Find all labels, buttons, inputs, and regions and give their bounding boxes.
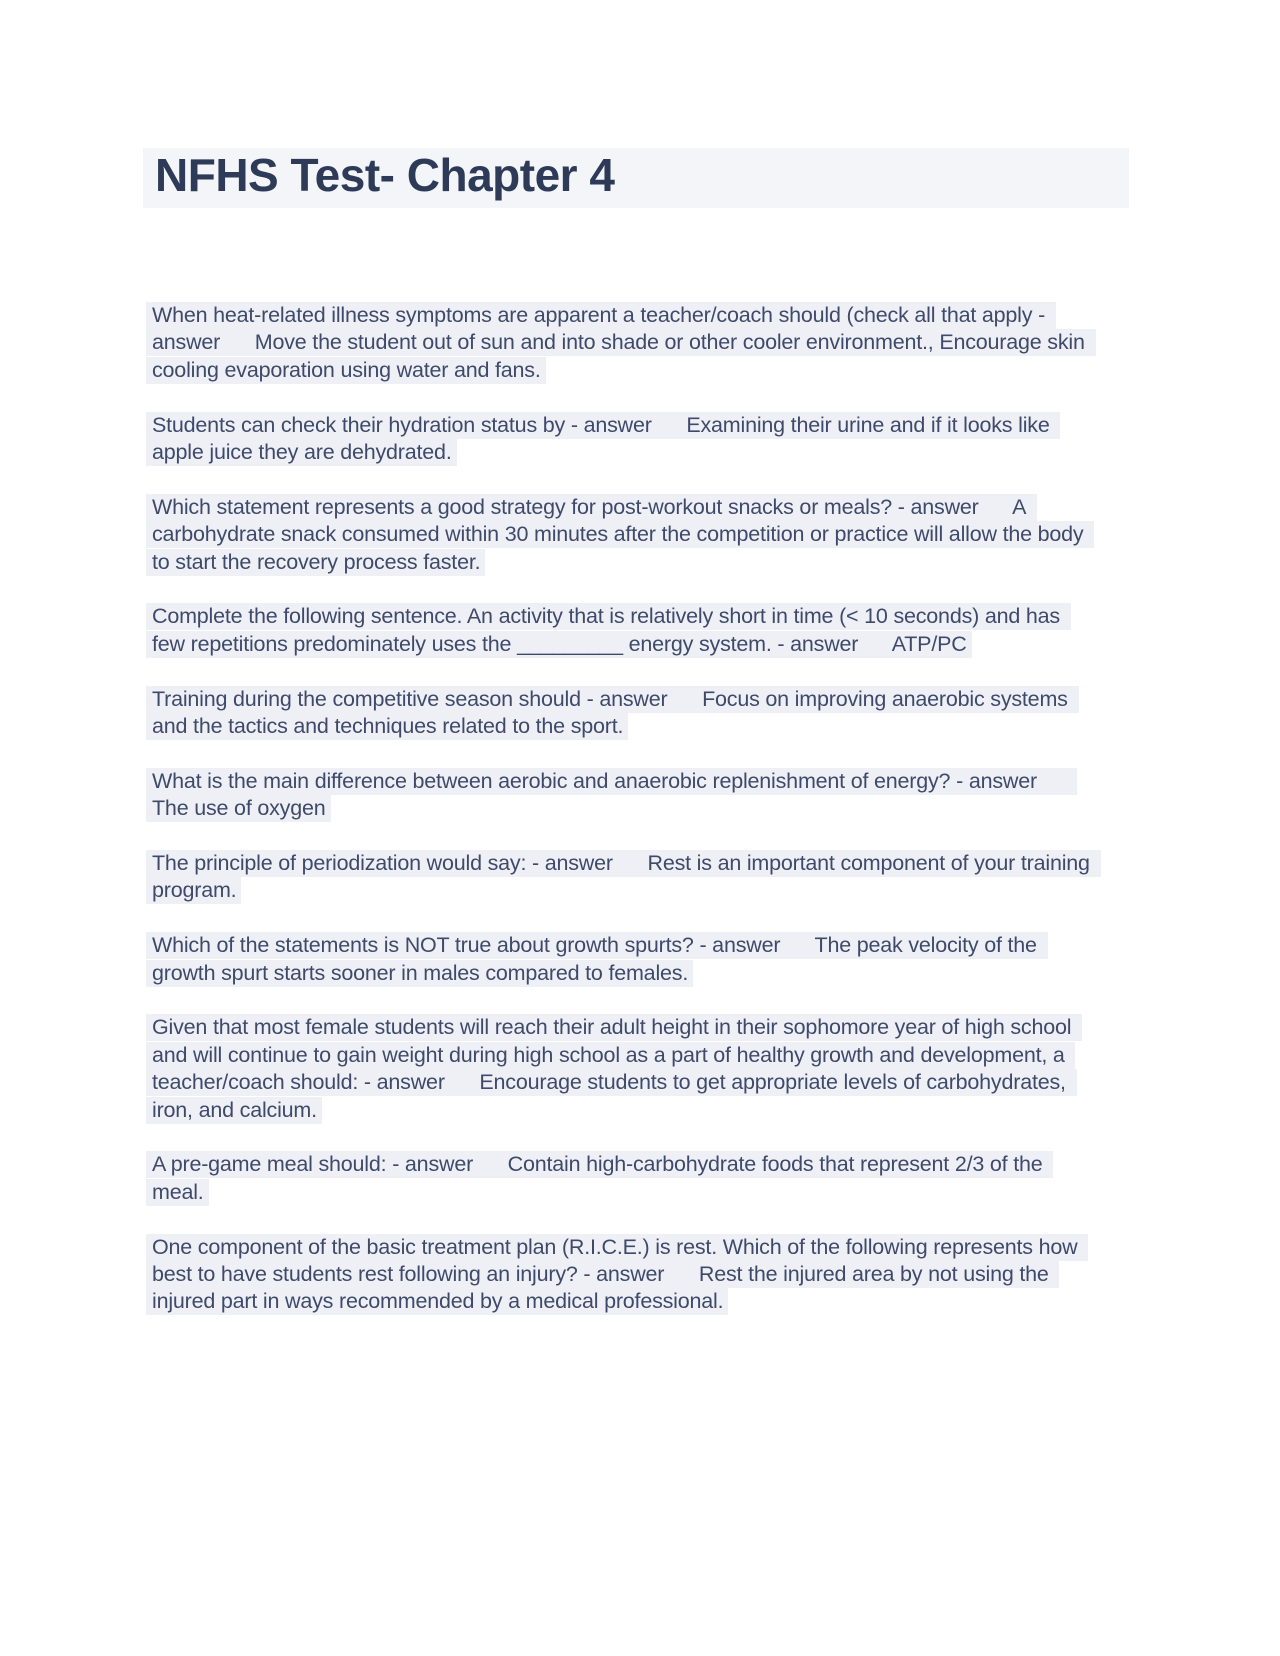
highlighted-text: Complete the following sentence. An activity that is relatively short in time (< 10 seconds) and has few repetitions predominately uses the _________ energy system. - answer ATP/PC bbox=[146, 603, 1071, 657]
qa-paragraph bbox=[146, 603, 1090, 658]
qa-paragraph bbox=[146, 494, 1090, 576]
qa-paragraph bbox=[146, 1234, 1090, 1316]
highlighted-text: Students can check their hydration status by - answer Examining their urine and if it looks like apple juice they are dehydrated. bbox=[146, 412, 1060, 466]
highlighted-text: When heat-related illness symptoms are apparent a teacher/coach should (check all that apply - answer Move the student out of sun and into shade or other cooler environment., Encourage skin cooling evaporation using water and fans. bbox=[146, 302, 1096, 384]
qa-paragraph bbox=[146, 412, 1090, 467]
qa-paragraph bbox=[146, 768, 1090, 823]
highlighted-text: Which of the statements is NOT true about growth spurts? - answer The peak velocity of the growth spurt starts sooner in males compared to females. bbox=[146, 932, 1048, 986]
qa-paragraph bbox=[146, 1014, 1090, 1124]
highlighted-text: Which statement represents a good strategy for post-workout snacks or meals? - answer A carbohydrate snack consumed within 30 minutes after the competition or practice will allow the body to start the recovery process faster. bbox=[146, 494, 1094, 576]
highlighted-text: Training during the competitive season should - answer Focus on improving anaerobic systems and the tactics and techniques related to the sport. bbox=[146, 686, 1079, 740]
highlighted-text: What is the main difference between aerobic and anaerobic replenishment of energy? - answer The use of oxygen bbox=[146, 768, 1077, 822]
highlighted-text: Given that most female students will reach their adult height in their sophomore year of high school and will continue to gain weight during high school as a part of healthy growth and development, a teacher/coach should: - answer Encourage students to get appropriate levels of carbohydrates, iron, and calcium. bbox=[146, 1014, 1082, 1123]
qa-paragraph bbox=[146, 850, 1096, 905]
qa-paragraph bbox=[146, 302, 1090, 384]
page-title: NFHS Test- Chapter 4 bbox=[155, 149, 615, 201]
qa-paragraph-list bbox=[146, 302, 1096, 1316]
highlighted-text: A pre-game meal should: - answer Contain high-carbohydrate foods that represent 2/3 of the meal. bbox=[146, 1151, 1053, 1205]
highlighted-text: One component of the basic treatment plan (R.I.C.E.) is rest. Which of the following represents how best to have students rest following an injury? - answer Rest the injured area by not using the injured part in ways recommended by a medical professional. bbox=[146, 1234, 1088, 1316]
title-highlight-bar bbox=[143, 148, 1129, 208]
qa-paragraph bbox=[146, 686, 1090, 741]
highlighted-text: The principle of periodization would say: - answer Rest is an important component of your training program. bbox=[146, 850, 1101, 904]
qa-paragraph bbox=[146, 1151, 1090, 1206]
qa-paragraph bbox=[146, 932, 1090, 987]
